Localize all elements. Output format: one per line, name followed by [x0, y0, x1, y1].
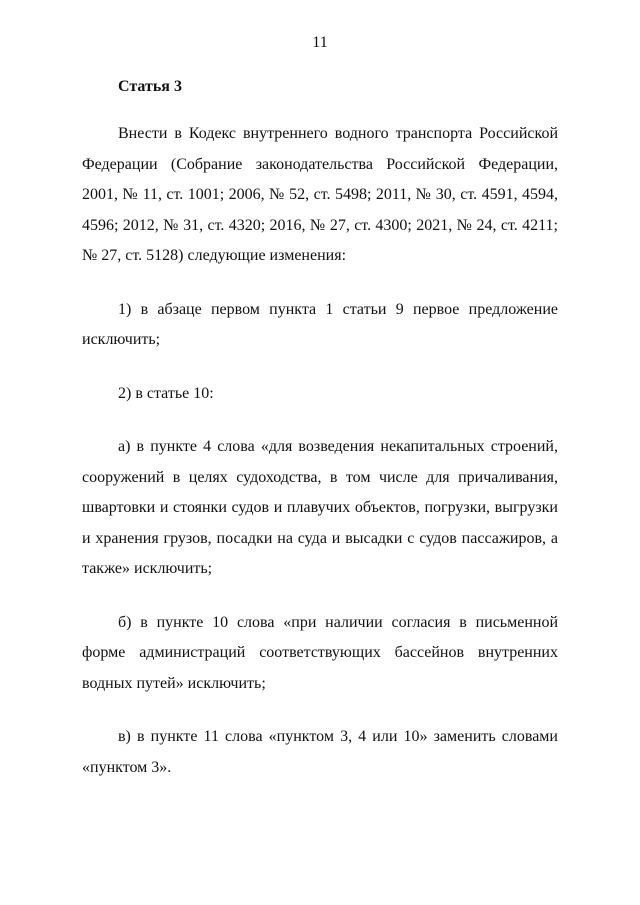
page-number: 11	[312, 34, 328, 51]
paragraph-subitem-b: б) в пункте 10 слова «при наличии согласия в письменной форме администраций соответствующих бассейнов внутренних водных путей» исключить;	[82, 613, 558, 692]
paragraph-item-1: 1) в абзаце первом пункта 1 статьи 9 первое предложение исключить;	[82, 300, 558, 348]
article-title: Статья 3	[118, 78, 182, 95]
document-body	[82, 76, 558, 783]
paragraph-intro: Внести в Кодекс внутреннего водного транспорта Российской Федерации (Собрание законодательства Российской Федерации, 2001, № 11, ст. 1001; 2006, № 52, ст. 5498; 2011, № 30, ст. 4591, 4594, 4596; 2012, № 31, ст. 4320; 2016, № 27, ст. 4300; 2021, № 24, ст. 4211; № 27, ст. 5128) следующие изменения:	[82, 125, 558, 264]
paragraph-subitem-v: в) в пункте 11 слова «пунктом 3, 4 или 10» заменить словами «пунктом 3».	[82, 728, 558, 776]
paragraph-subitem-a: а) в пункте 4 слова «для возведения некапитальных строений, сооружений в целях судоходства, в том числе для причаливания, швартовки и стоянки судов и плавучих объектов, погрузки, выгрузки и хранения грузов, посадки на суда и высадки с судов пассажиров, а также» исключить;	[82, 438, 558, 577]
paragraph-item-2: 2) в статье 10:	[118, 384, 214, 402]
